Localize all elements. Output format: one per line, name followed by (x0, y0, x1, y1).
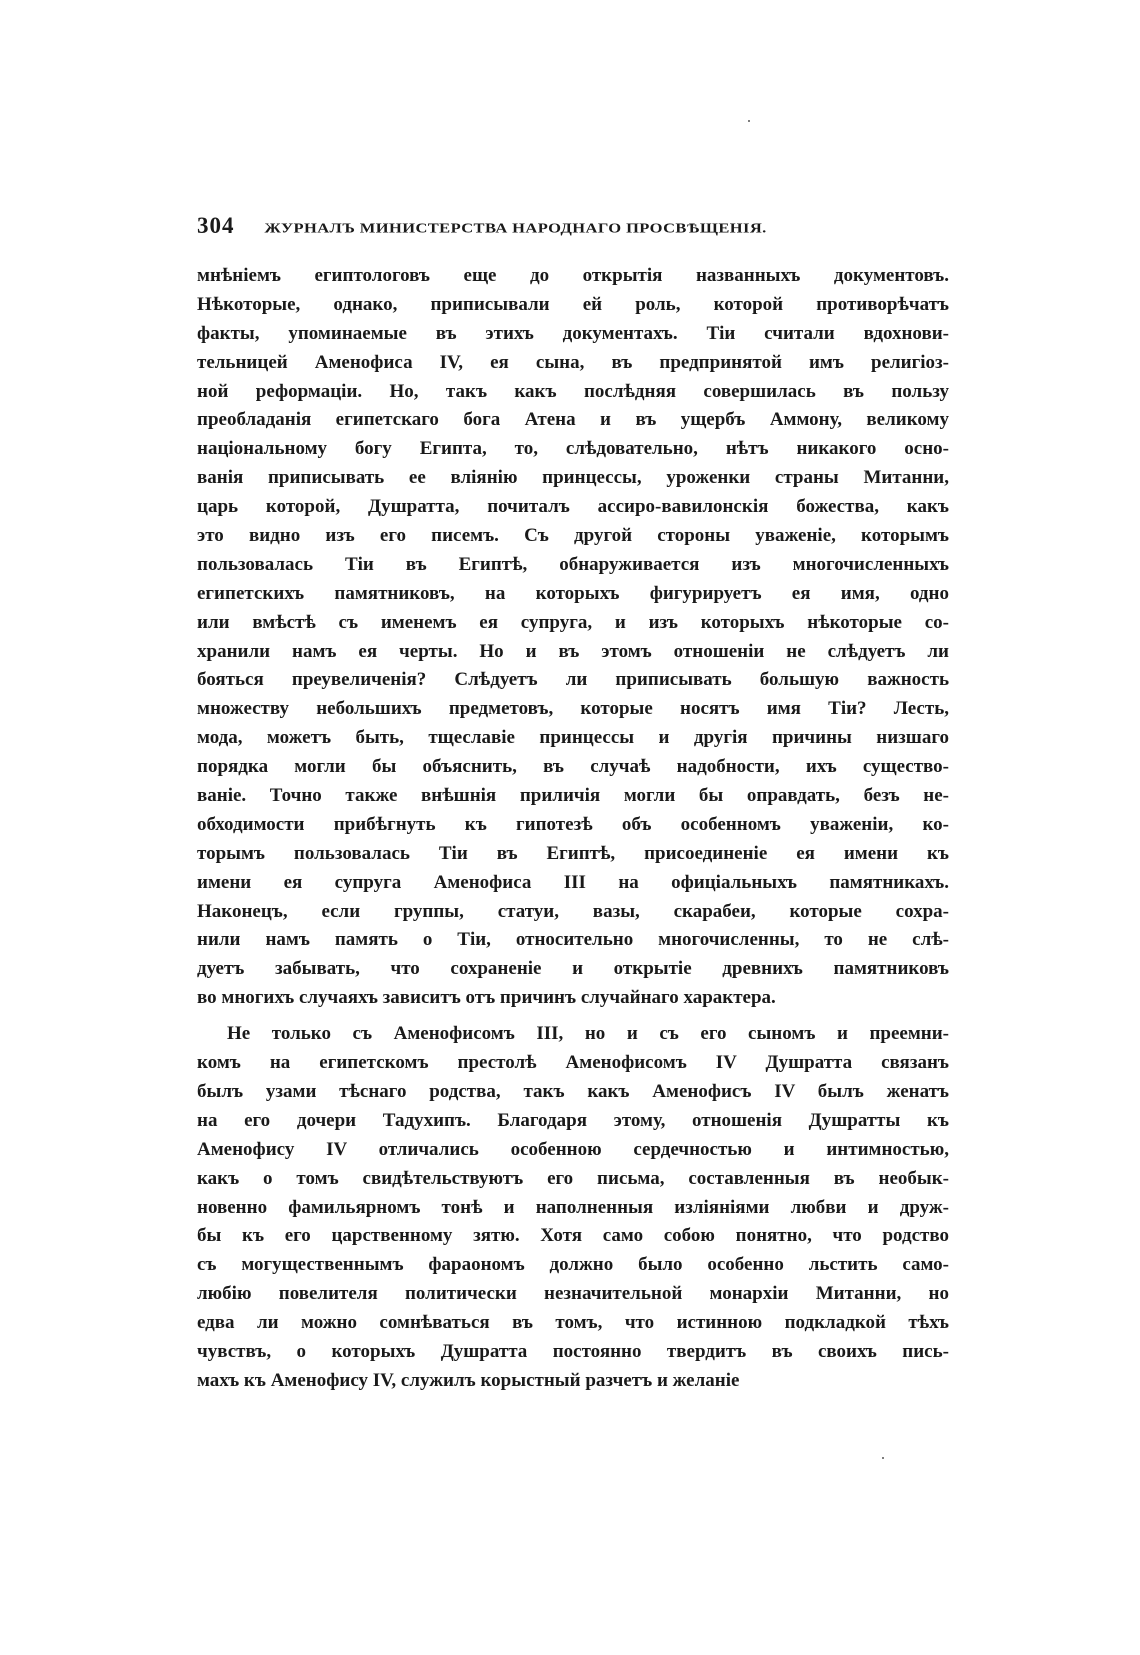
text-line: съ могущественнымъ фараономъ должно было особенно льстить само- (197, 1254, 949, 1276)
scan-speck-bottom (882, 1457, 884, 1459)
text-line: комъ на египетскомъ престолѣ Аменофисомъ IV Душратта связанъ (197, 1052, 949, 1074)
paragraph-2 (197, 1020, 949, 1396)
text-line: какъ о томъ свидѣтельствуютъ его письма, составленныя въ необык- (197, 1167, 949, 1189)
running-header (197, 213, 949, 253)
text-line: бы къ его царственному зятю. Хотя само собою понятно, что родство (197, 1225, 949, 1247)
text-line: порядка могли бы объяснить, въ случаѣ надобности, ихъ существо- (197, 756, 949, 778)
text-line: это видно изъ его писемъ. Съ другой стороны уваженіе, которымъ (197, 525, 949, 547)
text-line: бояться преувеличенія? Слѣдуетъ ли приписывать большую важность (197, 669, 949, 691)
text-line: имени ея супруга Аменофиса III на офиціальныхъ памятникахъ. (197, 871, 949, 893)
text-line: національному богу Египта, то, слѣдовательно, нѣтъ никакого осно- (197, 438, 949, 460)
text-line: новенно фамильярномъ тонѣ и наполненныя изліяніями любви и друж- (197, 1196, 949, 1218)
text-line: былъ узами тѣснаго родства, такъ какъ Аменофисъ IV былъ женатъ (197, 1080, 949, 1102)
page (197, 213, 949, 1396)
text-line: ванія приписывать ее вліянію принцессы, уроженки страны Митанни, (197, 467, 949, 489)
text-line: преобладанія египетскаго бога Атена и въ ущербъ Аммону, великому (197, 409, 949, 431)
text-line: ваніе. Точно также внѣшнія приличія могли бы оправдать, безъ не- (197, 785, 949, 807)
text-line: любію повелителя политически незначительной монархіи Митанни, но (197, 1283, 949, 1305)
text-line: или вмѣстѣ съ именемъ ея супруга, и изъ которыхъ нѣкоторые со- (197, 611, 949, 633)
scan-speck-top (748, 120, 750, 122)
text-line: чувствъ, о которыхъ Душратта постоянно твердитъ въ своихъ пись- (197, 1340, 949, 1362)
page-number: 304 (197, 213, 235, 238)
text-line: египетскихъ памятниковъ, на которыхъ фигурируетъ ея имя, одно (197, 582, 949, 604)
text-line: едва ли можно сомнѣваться въ томъ, что истинною подкладкой тѣхъ (197, 1312, 949, 1334)
text-line: нили намъ память о Тіи, относительно многочисленны, то не слѣ- (197, 929, 949, 951)
running-title: ЖУРНАЛЪ МИНИСТЕРСТВА НАРОДНАГО ПРОСВѢЩЕНІЯ. (264, 219, 767, 236)
text-line: мода, можетъ быть, тщеславіе принцессы и другія причины низшаго (197, 727, 949, 749)
text-line: Аменофису IV отличались особенною сердечностью и интимностью, (197, 1138, 949, 1160)
text-line: множеству небольшихъ предметовъ, которые носятъ имя Тіи? Лесть, (197, 698, 949, 720)
text-line: Наконецъ, если группы, статуи, вазы, скарабеи, которые сохра- (197, 900, 949, 922)
text-line: во многихъ случаяхъ зависитъ отъ причинъ случайнаго характера. (197, 987, 776, 1009)
text-line: пользовалась Тіи въ Египтѣ, обнаруживается изъ многочисленныхъ (197, 553, 949, 575)
text-line: хранили намъ ея черты. Но и въ этомъ отношеніи не слѣдуетъ ли (197, 640, 949, 662)
text-line: Нѣкоторые, однако, приписывали ей роль, которой противорѣчатъ (197, 293, 949, 315)
text-line: дуетъ забывать, что сохраненіе и открытіе древнихъ памятниковъ (197, 958, 949, 980)
text-line: Не только съ Аменофисомъ III, но и съ его сыномъ и преемни- (227, 1023, 949, 1045)
text-line: на его дочери Тадухипъ. Благодаря этому, отношенія Душратты къ (197, 1109, 949, 1131)
text-line: торымъ пользовалась Тіи въ Египтѣ, присоединеніе ея имени къ (197, 842, 949, 864)
text-line: ной реформаціи. Но, такъ какъ послѣдняя совершилась въ пользу (197, 380, 949, 402)
text-line: обходимости прибѣгнуть къ гипотезѣ объ особенномъ уваженіи, ко- (197, 813, 949, 835)
paragraph-1 (197, 262, 949, 1013)
text-line: мнѣніемъ египтологовъ еще до открытія названныхъ документовъ. (197, 265, 949, 286)
text-line: тельницей Аменофиса IV, ея сына, въ предпринятой имъ религіоз- (197, 351, 949, 373)
text-line: царь которой, Душратта, почиталъ ассиро-вавилонскія божества, какъ (197, 496, 949, 518)
text-line: факты, упоминаемые въ этихъ документахъ. Тіи считали вдохнови- (197, 322, 949, 344)
text-line: махъ къ Аменофису IV, служилъ корыстный разчетъ и желаніе (197, 1369, 740, 1391)
